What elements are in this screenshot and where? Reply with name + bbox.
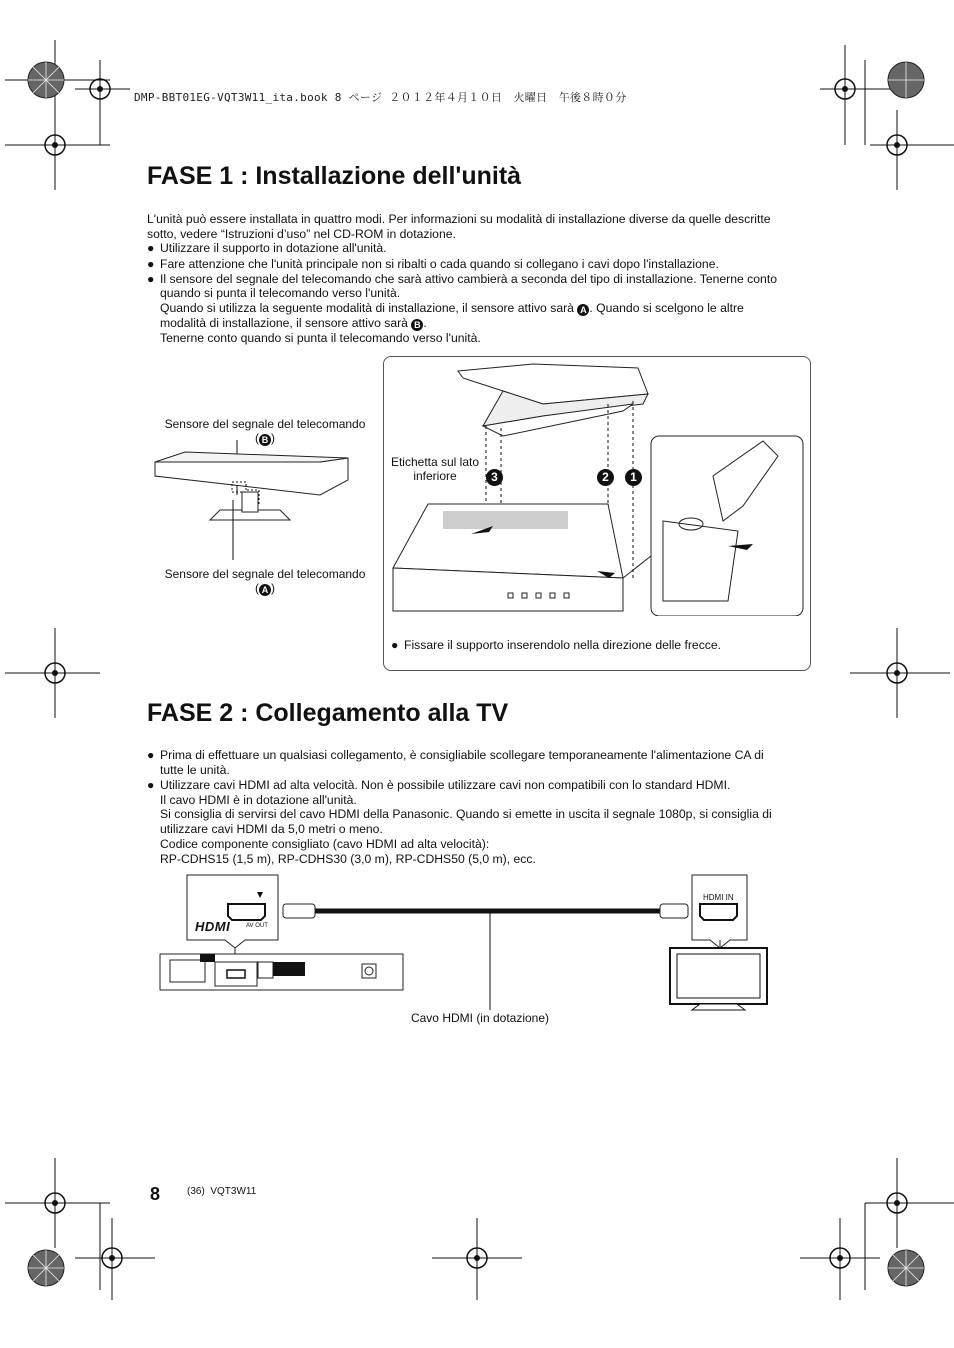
bullet-text: Utilizzare cavi HDMI ad alta velocità. Non è possibile utilizzare cavi non compatibili con lo standard HDMI. xyxy=(160,778,731,792)
av-out-label: AV OUT xyxy=(246,923,268,929)
doc-code: (36) VQT3W11 xyxy=(187,1186,257,1197)
sensor-note-line2 xyxy=(160,316,427,331)
fase1-intro-line1: L'unità può essere installata in quattro modi. Per informazioni su modalità di installazione diverse da quelle descritte xyxy=(147,212,771,226)
bullet-dot: ● xyxy=(147,778,155,792)
file-header: DMP-BBT01EG-VQT3W11_ita.book 8 ページ ２０１２年４月１０日 火曜日 午後８時０分 xyxy=(134,91,627,104)
fase1-intro-line2: sotto, vedere “Istruzioni d’uso” nel CD-ROM in dotazione. xyxy=(147,227,456,241)
fase1-bullet-3-line2: quando si punta il telecomando verso l'unità. xyxy=(160,286,401,300)
sensor-note-a: Quando si utilizza la seguente modalità di installazione, il sensore attivo sarà xyxy=(160,301,574,315)
fase2-bullet-2-line3: Si consiglia di servirsi del cavo HDMI della Panasonic. Quando si emette in uscita il segnale 1080p, si consiglia di xyxy=(160,807,772,821)
bullet-dot: ● xyxy=(147,257,155,271)
sensor-note-b: . Quando si scelgono le altre xyxy=(589,301,744,315)
sensor-note-line1 xyxy=(160,301,744,316)
sensor-note-c: modalità di installazione, il sensore attivo sarà xyxy=(160,316,408,330)
hdmi-connection-illustration xyxy=(155,870,775,1015)
hdmi-logo: HDMI xyxy=(195,919,231,934)
marker-b-icon: B xyxy=(411,319,423,331)
bullet-dot: ● xyxy=(147,748,155,762)
page-number: 8 xyxy=(150,1184,161,1204)
bullet-text: Utilizzare il supporto in dotazione all'unità. xyxy=(160,241,387,255)
fase2-bullet-2-line5: Codice componente consigliato (cavo HDMI ad alta velocità): xyxy=(160,837,490,851)
sensor-note-d: . xyxy=(423,316,427,330)
bullet-text: Fissare il supporto inserendolo nella direzione delle frecce. xyxy=(404,638,722,652)
fase2-bullet-2-line4: utilizzare cavi HDMI da 5,0 metri o meno. xyxy=(160,822,383,836)
step-2-icon: 2 xyxy=(597,469,614,486)
marker-a-icon: A xyxy=(577,304,589,316)
stand-attachment-illustration xyxy=(383,356,809,616)
step-1-icon: 1 xyxy=(625,469,642,486)
bullet-dot: ● xyxy=(147,272,155,286)
marker-a-icon: A xyxy=(259,584,271,596)
step-3-icon: 3 xyxy=(486,469,503,486)
bullet-text: Prima di effettuare un qualsiasi collegamento, è consigliabile scollegare temporaneamente l'alimentazione CA di xyxy=(160,748,764,762)
bullet-text: Il sensore del segnale del telecomando che sarà attivo cambierà a seconda del tipo di installazione. Tenerne conto xyxy=(160,272,777,286)
unit-on-stand-illustration xyxy=(150,440,360,580)
bullet-text: Fare attenzione che l'unità principale non si ribalti o cada quando si collegano i cavi dopo l'installazione. xyxy=(160,257,719,271)
hdmi-in-label: HDMI IN xyxy=(703,893,734,902)
sensor-label-a: Sensore del segnale del telecomando ( A ) xyxy=(164,567,366,595)
fase2-title: FASE 2 : Collegamento alla TV xyxy=(147,699,509,727)
sensor-label-b: Sensore del segnale del telecomando ( B ) xyxy=(164,417,366,445)
cable-label: Cavo HDMI (in dotazione) xyxy=(410,1011,550,1025)
bottom-label: Etichetta sul lato inferiore xyxy=(390,455,480,483)
sensor-note-line3: Tenerne conto quando si punta il telecomando verso l'unità. xyxy=(160,331,481,345)
bullet-dot: ● xyxy=(147,241,155,255)
bullet-dot: ● xyxy=(391,638,399,652)
fase2-bullet-1-line2: tutte le unità. xyxy=(160,763,230,777)
fase2-bullet-2-line2: Il cavo HDMI è in dotazione all'unità. xyxy=(160,793,357,807)
fase2-bullet-2-line6: RP-CDHS15 (1,5 m), RP-CDHS30 (3,0 m), RP-CDHS50 (5,0 m), ecc. xyxy=(160,852,536,866)
fase1-title: FASE 1 : Installazione dell'unità xyxy=(147,162,522,190)
marker-b-icon: B xyxy=(259,434,271,446)
